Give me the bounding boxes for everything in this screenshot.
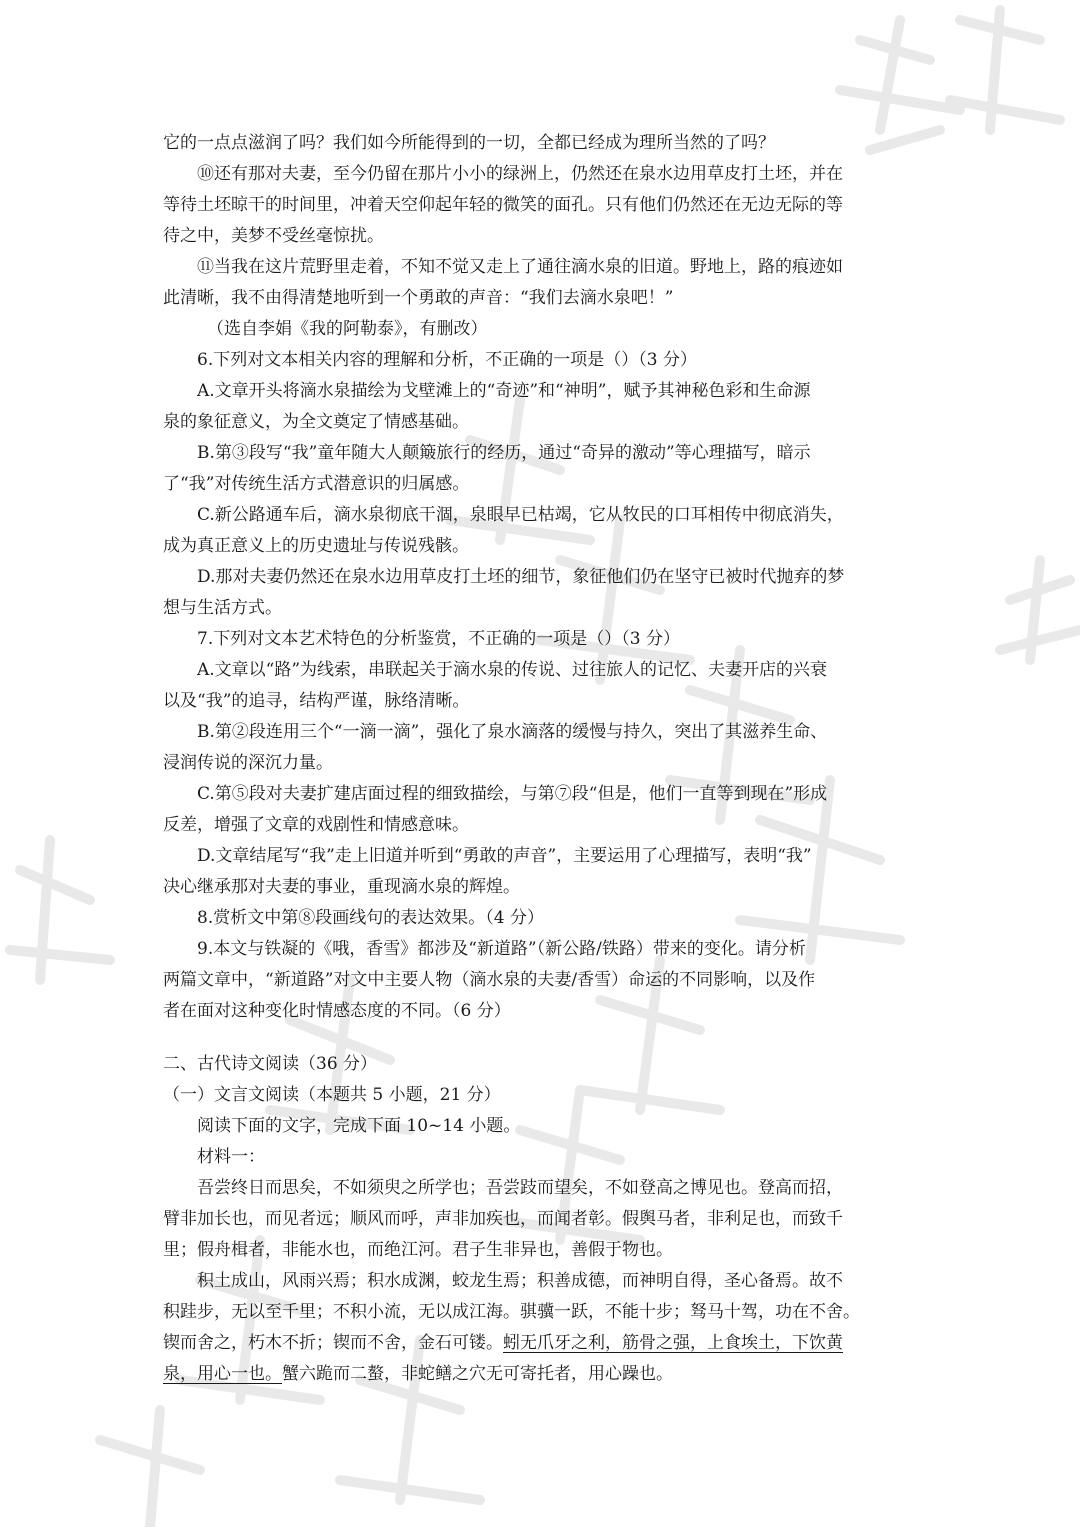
q6-option-d-cont: 想与生活方式。: [163, 598, 282, 618]
passage-p9-end: 它的一点点滋润了吗？我们如今所能得到的一切，全都已经成为理所当然的了吗？: [163, 133, 775, 153]
q6-option-b: B.第③段写“我”童年随大人颠簸旅行的经历，通过“奇异的激动”等心理描写，暗示: [197, 443, 811, 463]
question-6-stem: 6.下列对文本相关内容的理解和分析，不正确的一项是（）（3 分）: [197, 350, 697, 370]
underlined-sentence: 蚓无爪牙之利，筋骨之强，上食埃土，下饮黄: [503, 1333, 843, 1353]
q7-option-a: A.文章以“路”为线索，串联起关于滴水泉的传说、过往旅人的记忆、夫妻开店的兴衰: [197, 660, 828, 680]
section-2-subtitle: （一）文言文阅读（本题共 5 小题，21 分）: [163, 1085, 501, 1105]
material-1-line: 里；假舟楫者，非能水也，而绝江河。君子生非异也，善假于物也。: [163, 1240, 673, 1260]
material-1-line: 积跬步，无以至千里；不积小流，无以成江海。骐骥一跃，不能十步；驽马十驾，功在不舍。: [163, 1302, 860, 1322]
q7-option-b-cont: 浸润传说的深沉力量。: [163, 753, 333, 773]
material-1-label: 材料一：: [197, 1147, 265, 1167]
passage-p10-line: 待之中，美梦不受丝毫惊扰。: [163, 226, 384, 246]
passage-source: （选自李娟《我的阿勒泰》，有删改）: [207, 319, 488, 339]
material-1-line: [163, 1328, 923, 1359]
question-9-line: 两篇文章中，“新道路”对文中主要人物（滴水泉的夫妻/香雪）命运的不同影响，以及作: [163, 970, 816, 990]
q6-option-c-cont: 成为真正意义上的历史遗址与传说残骸。: [163, 536, 469, 556]
q6-option-d: D.那对夫妻仍然还在泉水边用草皮打土坯的细节，象征他们仍在坚守已被时代抛弃的梦: [197, 567, 845, 587]
q6-option-a: A.文章开头将滴水泉描绘为戈壁滩上的“奇迹”和“神明”，赋予其神秘色彩和生命源: [197, 381, 811, 401]
question-9-line: 者在面对这种变化时情感态度的不同。（6 分）: [163, 1001, 511, 1021]
material-1-line: 吾尝终日而思矣，不如须臾之所学也；吾尝跂而望矣，不如登高之博见也。登高而招，: [197, 1178, 843, 1198]
q7-option-a-cont: 以及“我”的追寻，结构严谨，脉络清晰。: [163, 691, 470, 711]
question-7-stem: 7.下列对文本艺术特色的分析鉴赏，不正确的一项是（）（3 分）: [197, 629, 680, 649]
q6-option-b-cont: 了“我”对传统生活方式潜意识的归属感。: [163, 474, 470, 494]
passage-p11-line: 此清晰，我不由得清楚地听到一个勇敢的声音：“我们去滴水泉吧！”: [163, 288, 674, 308]
question-9-line: 9.本文与铁凝的《哦，香雪》都涉及“新道路”（新公路/铁路）带来的变化。请分析: [197, 939, 806, 959]
q7-option-d-cont: 决心继承那对夫妻的事业，重现滴水泉的辉煌。: [163, 877, 520, 897]
q7-option-b: B.第②段连用三个“一滴一滴”，强化了泉水滴落的缓慢与持久，突出了其滋养生命、: [197, 722, 828, 742]
q7-option-c: C.第⑤段对夫妻扩建店面过程的细致描绘，与第⑦段“但是，他们一直等到现在”形成: [197, 784, 828, 804]
passage-p10-line: ⑩还有那对夫妻，至今仍留在那片小小的绿洲上，仍然还在泉水边用草皮打土坯，并在: [197, 164, 843, 184]
q7-option-d: D.文章结尾写“我”走上旧道并听到“勇敢的声音”，主要运用了心理描写，表明“我”: [197, 846, 812, 866]
material-1-line: 臂非加长也，而见者远；顺风而呼，声非加疾也，而闻者彰。假舆马者，非利足也，而致千: [163, 1209, 843, 1229]
section-2-instruction: 阅读下面的文字，完成下面 10~14 小题。: [197, 1116, 521, 1136]
passage-p10-line: 等待土坯晾干的时间里，冲着天空仰起年轻的微笑的面孔。只有他们仍然还在无边无际的等: [163, 195, 843, 215]
plain-text: 蟹六跪而二螯，非蛇鳝之穴无可寄托者，用心躁也。: [282, 1364, 673, 1384]
section-2-title: 二、古代诗文阅读（36 分）: [163, 1054, 378, 1074]
q6-option-a-cont: 泉的象征意义，为全文奠定了情感基础。: [163, 412, 469, 432]
document-body: [163, 128, 923, 1390]
passage-p11-line: ⑪当我在这片荒野里走着，不知不觉又走上了通往滴水泉的旧道。野地上，路的痕迹如: [197, 257, 843, 277]
material-1-line: 积土成山，风雨兴焉；积水成渊，蛟龙生焉；积善成德，而神明自得，圣心备焉。故不: [197, 1271, 843, 1291]
underlined-sentence: 泉，用心一也。: [163, 1364, 282, 1384]
material-1-line: [163, 1359, 923, 1390]
q6-option-c: C.新公路通车后，滴水泉彻底干涸，泉眼早已枯竭，它从牧民的口耳相传中彻底消失，: [197, 505, 844, 525]
plain-text: 锲而舍之，朽木不折；锲而不舍，金石可镂。: [163, 1333, 503, 1353]
question-8: 8.赏析文中第⑧段画线句的表达效果。（4 分）: [197, 908, 544, 928]
q7-option-c-cont: 反差，增强了文章的戏剧性和情感意味。: [163, 815, 469, 835]
